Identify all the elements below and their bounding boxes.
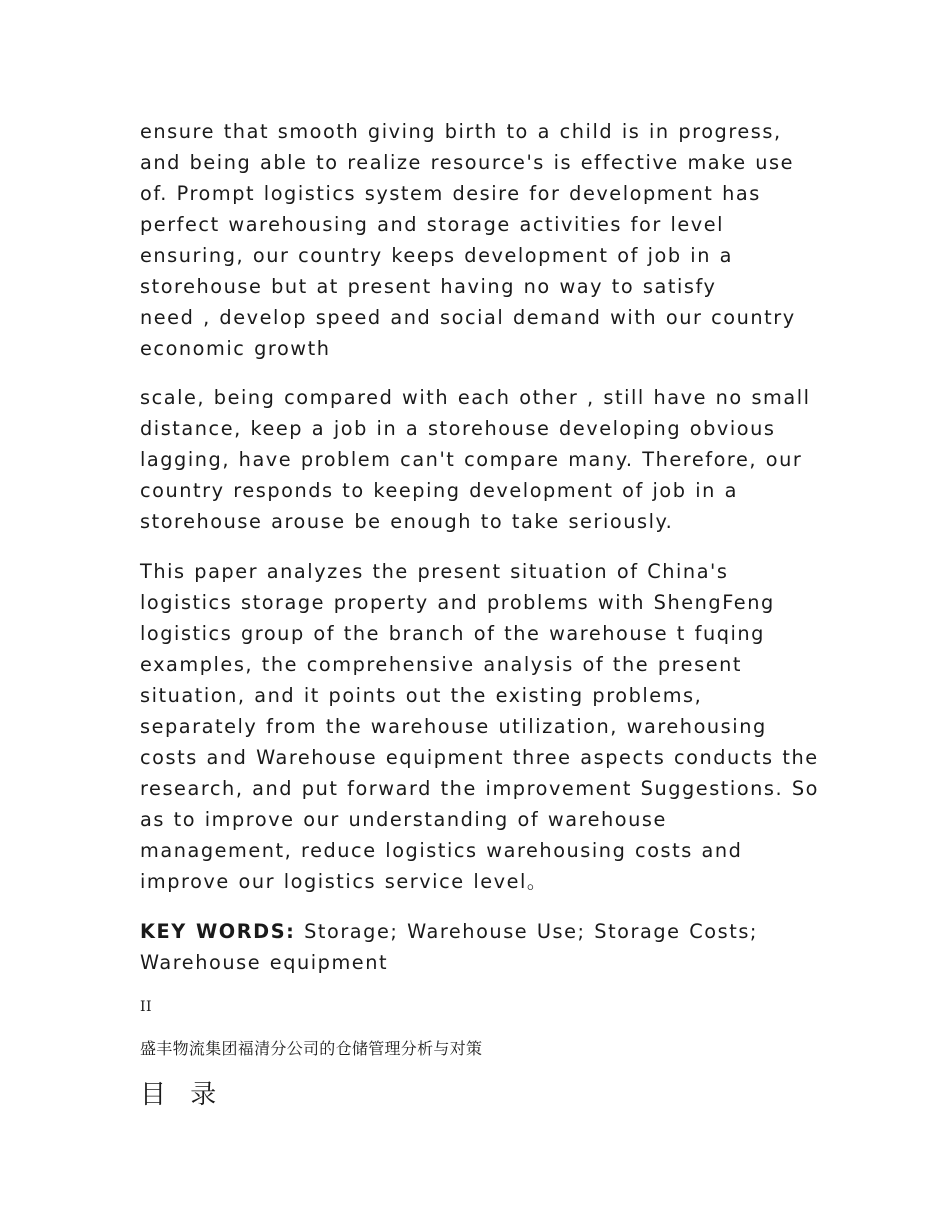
text-line: ensure that smooth giving birth to a child is in progress, <box>140 120 782 143</box>
running-header-title: 盛丰物流集团福清分公司的仓储管理分析与对策 <box>140 1039 483 1058</box>
text-line: improve our logistics service level。 <box>140 870 548 893</box>
text-line: and being able to realize resource's is effective make use <box>140 151 795 174</box>
body-paragraph-2 <box>140 382 820 537</box>
document-page <box>140 116 820 1112</box>
keywords-list: Storage; Warehouse Use; Storage Costs; <box>295 920 758 943</box>
keywords-label: KEY WORDS: <box>140 920 296 943</box>
text-line: research, and put forward the improvement Suggestions. So <box>140 777 820 800</box>
text-line: management, reduce logistics warehousing costs and <box>140 839 743 862</box>
keywords-line: Warehouse equipment <box>140 951 389 974</box>
text-line: situation, and it points out the existing problems, <box>140 684 703 707</box>
text-line: storehouse arouse be enough to take seriously. <box>140 510 674 533</box>
text-line: lagging, have problem can't compare many. Therefore, our <box>140 448 803 471</box>
text-line: separately from the warehouse utilization, warehousing <box>140 715 767 738</box>
text-line: costs and Warehouse equipment three aspects conducts the <box>140 746 819 769</box>
keywords-paragraph <box>140 916 820 978</box>
text-line: economic growth <box>140 337 331 360</box>
text-line: need , develop speed and social demand with our country <box>140 306 796 329</box>
text-line: country responds to keeping development of job in a <box>140 479 738 502</box>
text-line: of. Prompt logistics system desire for development has <box>140 182 761 205</box>
page-number: II <box>140 999 153 1015</box>
keywords-line <box>140 916 820 947</box>
text-line: This paper analyzes the present situation of China's <box>140 560 729 583</box>
text-line: perfect warehousing and storage activities for level <box>140 213 725 236</box>
table-of-contents-heading: 目 录 <box>140 1080 225 1110</box>
text-line: storehouse but at present having no way to satisfy <box>140 275 717 298</box>
text-line: examples, the comprehensive analysis of the present <box>140 653 742 676</box>
body-paragraph-3 <box>140 556 820 897</box>
text-line: distance, keep a job in a storehouse developing obvious <box>140 417 776 440</box>
text-line: scale, being compared with each other , still have no small <box>140 386 811 409</box>
text-line: logistics group of the branch of the warehouse t fuqing <box>140 622 765 645</box>
text-line: as to improve our understanding of warehouse <box>140 808 667 831</box>
body-paragraph-1 <box>140 116 820 364</box>
text-line: ensuring, our country keeps development of job in a <box>140 244 734 267</box>
text-line: logistics storage property and problems with ShengFeng <box>140 591 775 614</box>
